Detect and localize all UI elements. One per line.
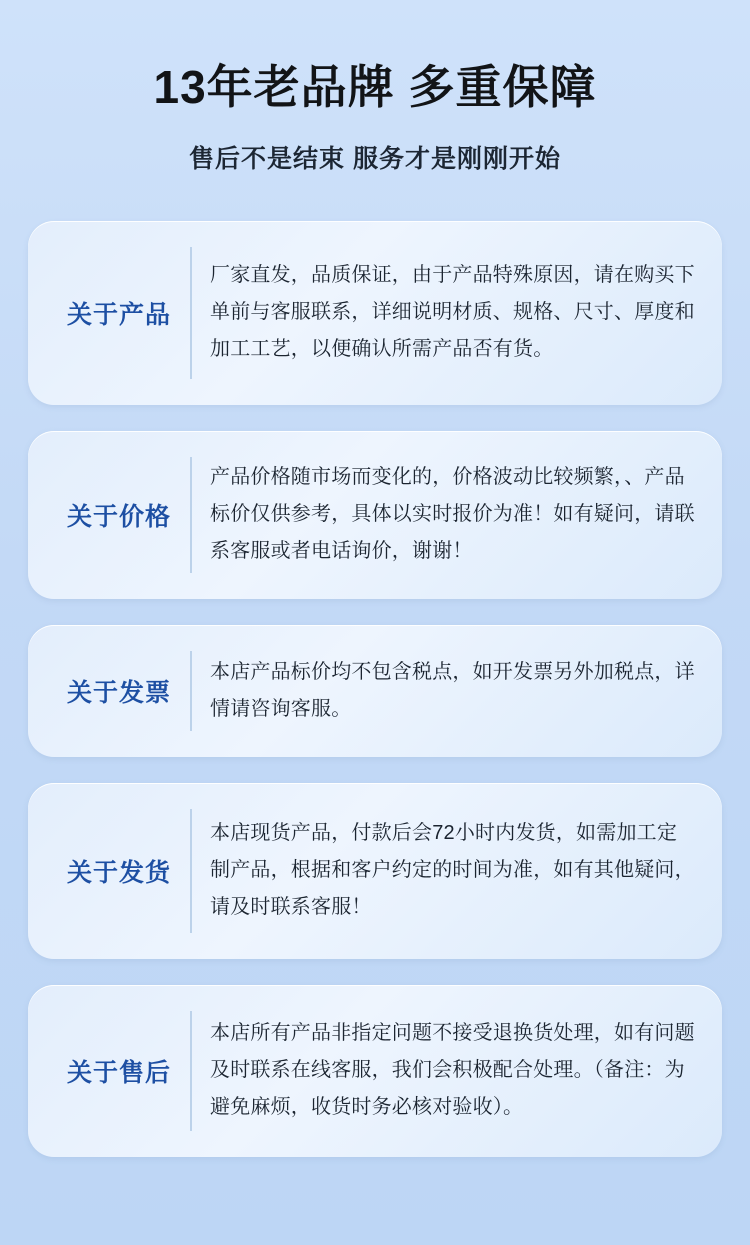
info-card-text: 厂家直发，品质保证，由于产品特殊原因，请在购买下单前与客服联系，详细说明材质、规格、尺寸、厚度和加工工艺，以便确认所需产品否有货。 [210,264,695,361]
info-card-shipping [28,783,722,959]
card-divider [190,1011,192,1131]
info-card-label: 关于发货 [66,858,171,887]
info-card-label: 关于售后 [66,1058,171,1087]
page-header [0,0,750,175]
info-card-label: 关于产品 [66,300,171,329]
info-card-label: 关于价格 [66,502,171,531]
info-card-label: 关于发票 [66,678,171,707]
info-card-text: 本店产品标价均不包含税点，如开发票另外加税点，详情请咨询客服。 [210,660,695,720]
info-card-list [0,221,750,1157]
info-card-price [28,431,722,599]
card-divider [190,809,192,933]
card-divider [190,651,192,731]
info-card-invoice [28,625,722,757]
card-divider [190,457,192,573]
info-card-product [28,221,722,405]
info-card-text: 本店现货产品，付款后会72小时内发货，如需加工定制产品，根据和客户约定的时间为准，如有其他疑问，请及时联系客服！ [210,822,695,919]
page-title: 13年老品牌 多重保障 [153,61,597,113]
card-divider [190,247,192,379]
info-card-text: 产品价格随市场而变化的，价格波动比较频繁，、产品标价仅供参考，具体以实时报价为准！如有疑问，请联系客服或者电话询价，谢谢！ [210,466,695,563]
info-card-aftersales [28,985,722,1157]
info-card-text: 本店所有产品非指定问题不接受退换货处理，如有问题及时联系在线客服，我们会积极配合处理。（备注：为避免麻烦，收货时务必核对验收）。 [210,1022,695,1119]
page-subtitle: 售后不是结束 服务才是刚刚开始 [189,144,561,173]
